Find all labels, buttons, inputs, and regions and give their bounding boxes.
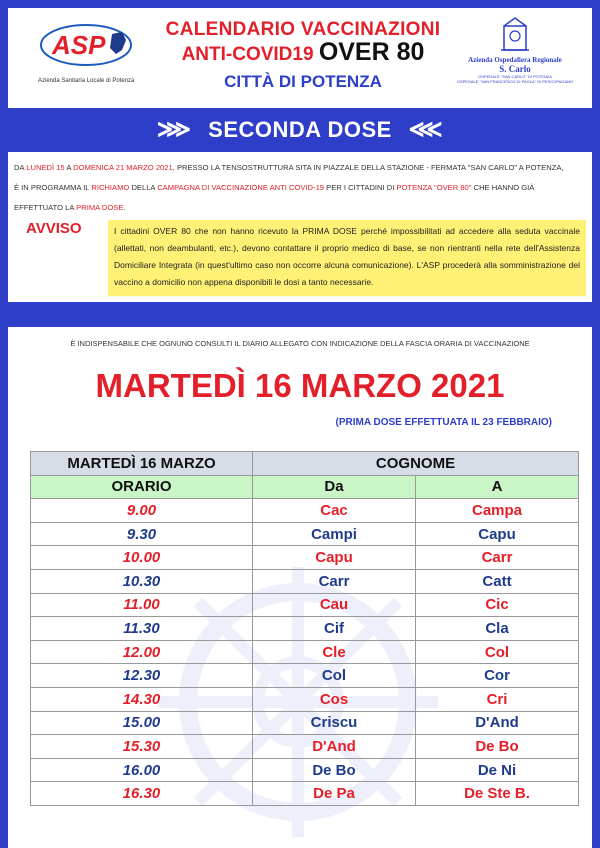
info-richiamo: RICHIAMO xyxy=(91,183,130,192)
row-time: 11.30 xyxy=(31,617,253,641)
table-row xyxy=(31,782,579,806)
info-text: CHE HANNO GIÀ xyxy=(471,183,535,192)
consult-note: È INDISPENSABILE CHE OGNUNO CONSULTI IL DIARIO ALLEGATO CON INDICAZIONE DELLA FASCIA ORARIA DI VACCINAZIONE xyxy=(70,339,530,348)
row-time: 9.00 xyxy=(31,499,253,523)
asp-subtitle: Azienda Sanitaria Locale di Potenza xyxy=(38,78,135,84)
table-row xyxy=(31,687,579,711)
chevrons-left-icon: ⋘ xyxy=(408,116,444,143)
title-over80: OVER 80 xyxy=(318,38,425,66)
info-text: È IN PROGRAMMA IL xyxy=(14,183,92,192)
row-to: Campa xyxy=(416,499,579,523)
row-time: 16.30 xyxy=(31,782,253,806)
title-line2-prefix: ANTI-COVID19 xyxy=(181,44,314,65)
info-target: POTENZA "OVER 80" xyxy=(396,183,472,192)
info-line-2 xyxy=(14,178,586,198)
hospital-emblem-icon xyxy=(498,16,532,54)
table-header-row xyxy=(31,452,579,476)
info-text: PER I CITTADINI DI xyxy=(324,183,397,192)
table-row xyxy=(31,546,579,570)
da-header: Da xyxy=(253,475,416,499)
table-row xyxy=(31,735,579,759)
row-time: 9.30 xyxy=(31,522,253,546)
row-to: Cor xyxy=(416,664,579,688)
row-from: Cac xyxy=(253,499,416,523)
table-row xyxy=(31,593,579,617)
row-from: Cle xyxy=(253,640,416,664)
row-from: Col xyxy=(253,664,416,688)
schedule-table xyxy=(30,451,579,806)
info-line-3 xyxy=(14,198,586,218)
aor-small-1: OSPEDALE "SAN CARLO" DI POTENZA xyxy=(478,74,552,79)
table-row xyxy=(31,664,579,688)
row-to: D'And xyxy=(416,711,579,735)
a-header: A xyxy=(416,475,579,499)
info-line-1 xyxy=(14,158,586,178)
info-text: , PRESSO LA TENSOSTRUTTURA SITA IN PIAZZALE DELLA STAZIONE - FERMATA "SAN CARLO" A POTENZA, xyxy=(172,163,564,172)
seconda-dose-banner xyxy=(0,110,600,150)
avviso-box: I cittadini OVER 80 che non hanno ricevuto la PRIMA DOSE perché impossibilitati ad accedere alla seduta vaccinale (allettati, non deambulanti, etc.), devono contattare il proprio medico di base, se non rientranti nella rete dell'Assistenza Domiciliare Integrata (in quest'ultimo caso non occorre alcuna comunicazione). L'ASP procederà alla somministrazione del vaccino a domicilio non appena disponibili le dosi a tanto necessarie. xyxy=(108,220,586,296)
title-city: CITTÀ DI POTENZA xyxy=(224,72,382,91)
row-from: Cau xyxy=(253,593,416,617)
row-time: 12.30 xyxy=(31,664,253,688)
row-to: De Ni xyxy=(416,758,579,782)
svg-text:ASP: ASP xyxy=(52,30,106,60)
info-date-end: DOMENICA 21 MARZO 2021 xyxy=(73,163,173,172)
table-subheader-row xyxy=(31,475,579,499)
info-prima-dose: PRIMA DOSE xyxy=(76,203,124,212)
info-date-start: LUNEDÌ 15 xyxy=(26,163,65,172)
aor-name: Azienda Ospedaliera Regionale xyxy=(468,56,562,64)
info-text: EFFETTUATO LA xyxy=(14,203,77,212)
table-row xyxy=(31,711,579,735)
row-from: De Bo xyxy=(253,758,416,782)
row-from: Capu xyxy=(253,546,416,570)
table-row xyxy=(31,522,579,546)
row-to: Carr xyxy=(416,546,579,570)
info-campaign: CAMPAGNA DI VACCINAZIONE ANTI COVID-19 xyxy=(157,183,325,192)
info-panel xyxy=(8,152,592,302)
row-from: Cif xyxy=(253,617,416,641)
row-to: De Bo xyxy=(416,735,579,759)
row-time: 10.00 xyxy=(31,546,253,570)
asp-logo-icon xyxy=(38,20,138,70)
row-to: Catt xyxy=(416,569,579,593)
orario-header: ORARIO xyxy=(31,475,253,499)
chevrons-right-icon: ⋙ xyxy=(156,116,192,143)
row-from: De Pa xyxy=(253,782,416,806)
table-row xyxy=(31,499,579,523)
row-from: Campi xyxy=(253,522,416,546)
row-time: 15.30 xyxy=(31,735,253,759)
row-to: Cic xyxy=(416,593,579,617)
row-from: Cos xyxy=(253,687,416,711)
banner-title: SECONDA DOSE xyxy=(208,117,392,142)
row-from: D'And xyxy=(253,735,416,759)
asp-logo xyxy=(38,20,148,90)
info-text: DA xyxy=(14,163,27,172)
row-time: 16.00 xyxy=(31,758,253,782)
row-to: De Ste B. xyxy=(416,782,579,806)
title-line1: CALENDARIO VACCINAZIONI xyxy=(165,19,441,40)
prima-dose-note: (PRIMA DOSE EFFETTUATA IL 23 FEBBRAIO) xyxy=(335,417,552,428)
row-time: 14.30 xyxy=(31,687,253,711)
date-title: MARTEDÌ 16 MARZO 2021 xyxy=(95,367,505,404)
title-line2 xyxy=(158,38,448,66)
aor-name-2: S. Carlo xyxy=(499,64,531,74)
row-time: 15.00 xyxy=(31,711,253,735)
cognome-header: COGNOME xyxy=(253,452,579,476)
table-row xyxy=(31,640,579,664)
table-day-header: MARTEDÌ 16 MARZO xyxy=(31,452,253,476)
info-text: . xyxy=(123,203,126,212)
row-from: Carr xyxy=(253,569,416,593)
header xyxy=(8,8,592,108)
avviso-label: AVVISO xyxy=(26,220,82,237)
row-time: 10.30 xyxy=(31,569,253,593)
row-from: Criscu xyxy=(253,711,416,735)
row-to: Cla xyxy=(416,617,579,641)
info-text: A xyxy=(64,163,74,172)
title-block xyxy=(158,18,448,92)
table-row xyxy=(31,569,579,593)
aor-small-2: OSPEDALE "SAN FRANCESCO DI PAOLA" DI PESCOPAGANO xyxy=(456,79,574,84)
info-text: DELLA xyxy=(129,183,158,192)
row-time: 11.00 xyxy=(31,593,253,617)
table-row xyxy=(31,758,579,782)
row-to: Cri xyxy=(416,687,579,711)
row-to: Col xyxy=(416,640,579,664)
row-to: Capu xyxy=(416,522,579,546)
schedule-panel xyxy=(8,327,592,848)
row-time: 12.00 xyxy=(31,640,253,664)
aor-logo xyxy=(450,16,580,84)
table-row xyxy=(31,617,579,641)
